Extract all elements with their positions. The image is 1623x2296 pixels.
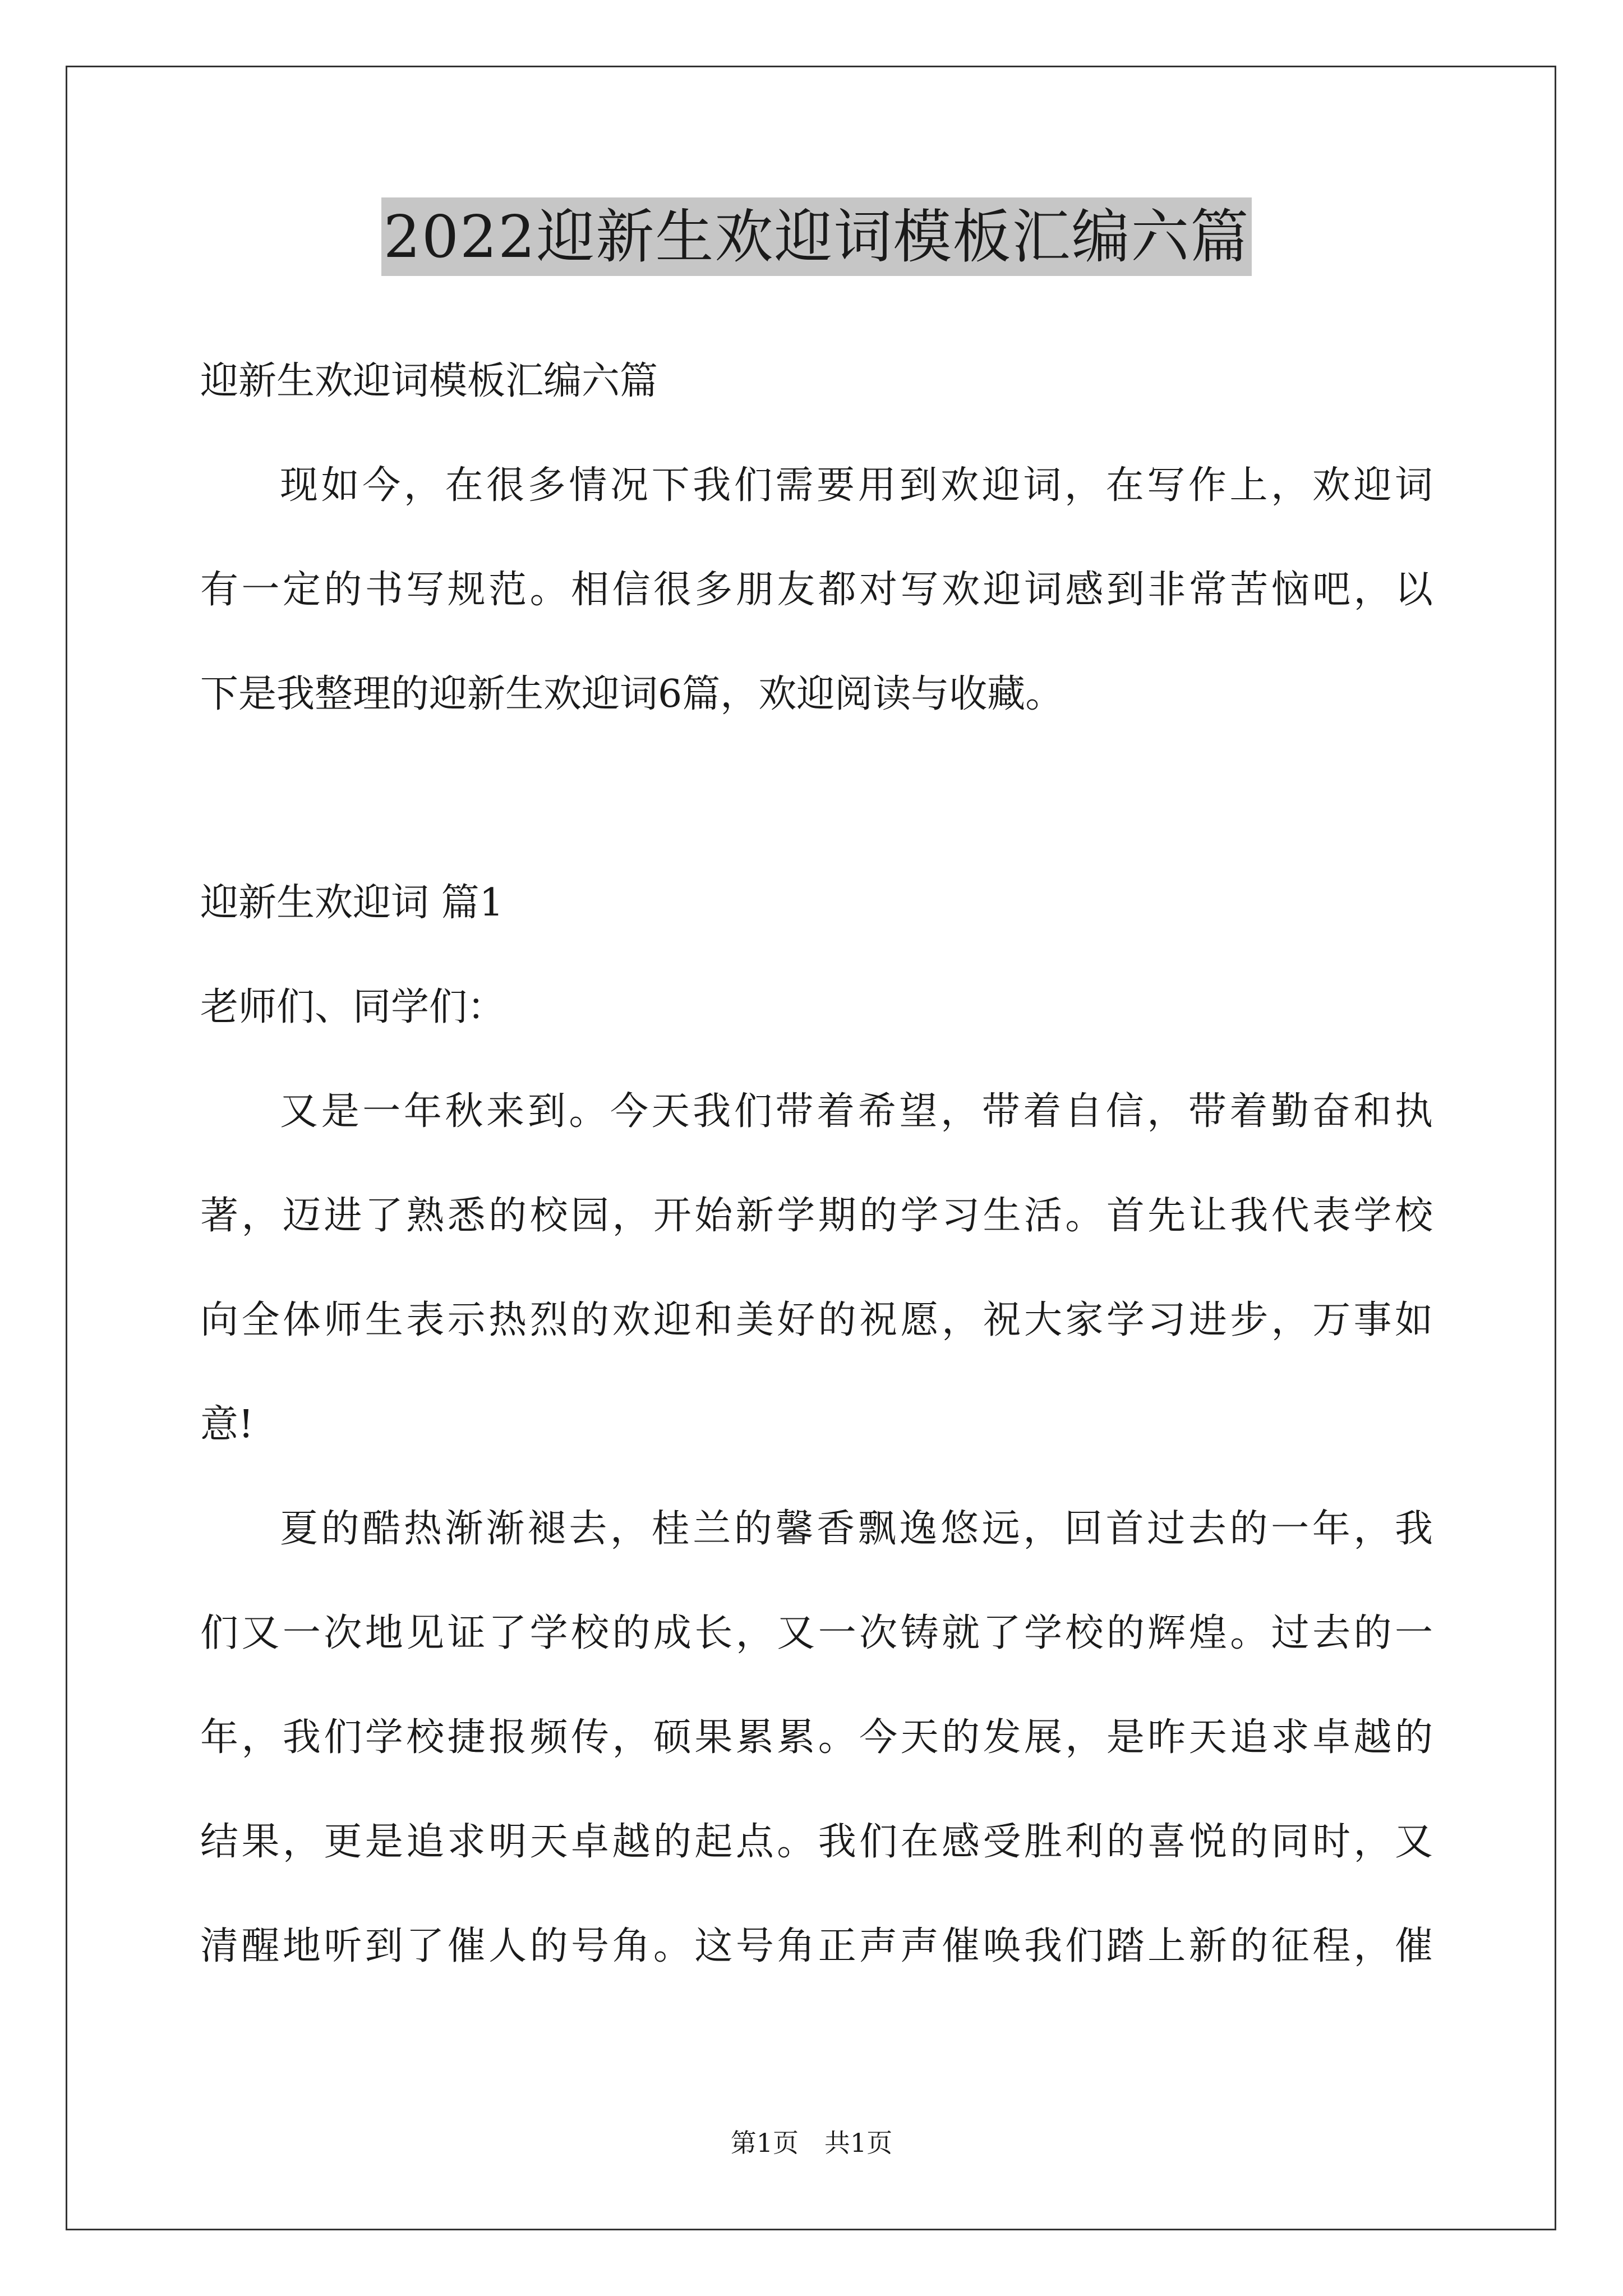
paragraph-line: 又是一年秋来到。今天我们带着希望，带着自信，带着勤奋和执 (280, 1089, 1433, 1134)
paragraph-line: 们又一次地见证了学校的成长，又一次铸就了学校的辉煌。过去的一 (200, 1611, 1433, 1655)
paragraph-line: 年，我们学校捷报频传，硕果累累。今天的发展，是昨天追求卓越的 (200, 1715, 1433, 1760)
paragraph-line: 著，迈进了熟悉的校园，开始新学期的学习生活。首先让我代表学校 (200, 1194, 1433, 1238)
paragraph-line: 意! (200, 1402, 254, 1447)
salutation: 老师们、同学们： (200, 985, 506, 1029)
intro-line: 有一定的书写规范。相信很多朋友都对写欢迎词感到非常苦恼吧，以 (200, 568, 1433, 612)
page-footer: 第1页 共1页 (730, 2128, 893, 2158)
title-container (200, 197, 1433, 276)
document-subtitle: 迎新生欢迎词模板汇编六篇 (200, 359, 658, 403)
paragraph-line: 结果，更是追求明天卓越的起点。我们在感受胜利的喜悦的同时，又 (200, 1820, 1433, 1864)
document-title: 2022迎新生欢迎词模板汇编六篇 (381, 197, 1252, 276)
paragraph-line: 向全体师生表示热烈的欢迎和美好的祝愿，祝大家学习进步，万事如 (200, 1298, 1433, 1342)
intro-line: 现如今，在很多情况下我们需要用到欢迎词，在写作上，欢迎词 (280, 463, 1433, 508)
paragraph-line: 夏的酷热渐渐褪去，桂兰的馨香飘逸悠远，回首过去的一年，我 (280, 1507, 1433, 1551)
section-heading: 迎新生欢迎词 篇1 (200, 881, 504, 925)
paragraph-line: 清醒地听到了催人的号角。这号角正声声催唤我们踏上新的征程，催 (200, 1924, 1433, 1968)
intro-line: 下是我整理的迎新生欢迎词6篇，欢迎阅读与收藏。 (200, 672, 1064, 716)
